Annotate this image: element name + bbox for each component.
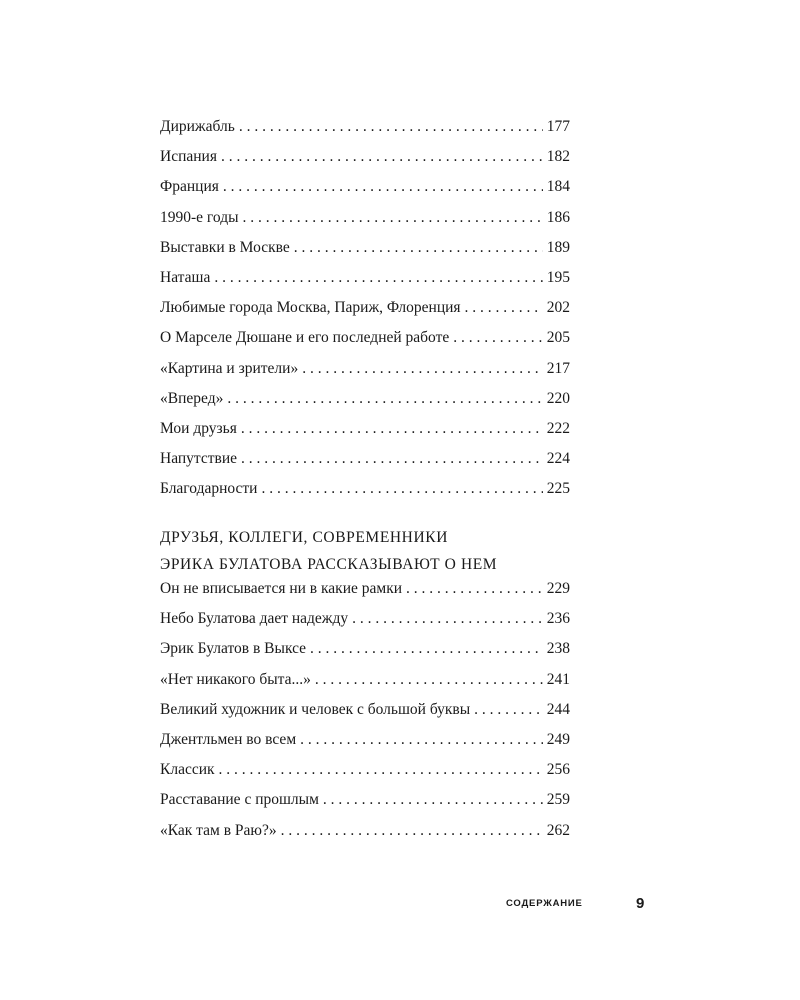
toc-entry[interactable] bbox=[160, 701, 570, 731]
toc-entry-title: 1990-е годы bbox=[160, 208, 239, 226]
toc-entry-page: 249 bbox=[546, 730, 570, 748]
toc-entry-title: «Нет никакого быта...» bbox=[160, 670, 311, 688]
toc-entry[interactable] bbox=[160, 209, 570, 239]
toc-entry-page: 241 bbox=[546, 670, 570, 688]
toc-entry-title: Расставание с прошлым bbox=[160, 791, 319, 809]
running-head: СОДЕРЖАНИЕ bbox=[506, 898, 583, 909]
toc-entry[interactable] bbox=[160, 148, 570, 178]
dot-leader bbox=[406, 580, 543, 598]
dot-leader bbox=[241, 450, 543, 468]
dot-leader bbox=[239, 118, 543, 136]
toc-entry[interactable] bbox=[160, 580, 570, 610]
toc-entry-title: Выставки в Москве bbox=[160, 238, 290, 256]
dot-leader bbox=[352, 610, 543, 628]
toc-entry[interactable] bbox=[160, 791, 570, 821]
section-heading-line2: ЭРИКА БУЛАТОВА РАССКАЗЫВАЮТ О НЕМ bbox=[160, 556, 498, 573]
toc-entry-title: Классик bbox=[160, 761, 215, 779]
toc-entry-page: 222 bbox=[546, 419, 570, 437]
dot-leader bbox=[221, 148, 543, 166]
toc-entry-title: Джентльмен во всем bbox=[160, 730, 297, 748]
dot-leader bbox=[281, 822, 543, 840]
toc-entry-page: 236 bbox=[546, 610, 570, 628]
toc-entry-page: 229 bbox=[546, 580, 570, 597]
toc-entry-title: Небо Булатова дает надежду bbox=[160, 610, 349, 628]
toc-entry-title: Благодарности bbox=[160, 480, 258, 498]
toc-entry-page: 224 bbox=[546, 450, 570, 468]
toc-entry[interactable] bbox=[160, 610, 570, 640]
dot-leader bbox=[241, 420, 543, 438]
toc-entry-title: Любимые города Москва, Париж, Флоренция bbox=[160, 299, 461, 317]
toc-entry-page: 220 bbox=[546, 389, 570, 407]
toc-entry[interactable] bbox=[160, 640, 570, 670]
toc-entry-page: 182 bbox=[546, 148, 570, 166]
toc-entry-page: 256 bbox=[546, 761, 570, 779]
dot-leader bbox=[302, 360, 543, 378]
toc-entry[interactable] bbox=[160, 329, 570, 359]
section-heading-line1: ДРУЗЬЯ, КОЛЛЕГИ, СОВРЕМЕННИКИ bbox=[160, 529, 448, 546]
dot-leader bbox=[227, 390, 542, 408]
toc-entry[interactable] bbox=[160, 360, 570, 390]
toc-entry-title: «Вперед» bbox=[160, 389, 224, 407]
toc-entry-page: 217 bbox=[546, 359, 570, 377]
dot-leader bbox=[323, 791, 543, 809]
toc-entry-page: 195 bbox=[546, 268, 570, 286]
toc-entry-page: 202 bbox=[546, 299, 570, 317]
toc-entry-page: 225 bbox=[546, 480, 570, 498]
toc-entry[interactable] bbox=[160, 239, 570, 269]
dot-leader bbox=[261, 480, 542, 498]
toc-entry-page: 238 bbox=[546, 640, 570, 658]
toc-entry-title: Он не вписывается ни в какие рамки bbox=[160, 580, 403, 597]
toc-list-part2 bbox=[160, 580, 570, 852]
dot-leader bbox=[214, 269, 542, 287]
toc-entry-title: Эрик Булатов в Выксе bbox=[160, 640, 307, 658]
dot-leader bbox=[474, 701, 543, 719]
toc-entry-title: Наташа bbox=[160, 268, 211, 286]
toc-entry[interactable] bbox=[160, 299, 570, 329]
dot-leader bbox=[310, 640, 543, 658]
page-number: 9 bbox=[636, 895, 645, 912]
toc-entry-title: «Как там в Раю?» bbox=[160, 821, 277, 839]
toc-entry[interactable] bbox=[160, 450, 570, 480]
dot-leader bbox=[315, 671, 543, 689]
dot-leader bbox=[223, 178, 543, 196]
toc-entry[interactable] bbox=[160, 671, 570, 701]
toc-entry[interactable] bbox=[160, 178, 570, 208]
toc-entry-title: Великий художник и человек с большой буквы bbox=[160, 700, 471, 718]
dot-leader bbox=[300, 731, 543, 749]
toc-entry[interactable] bbox=[160, 269, 570, 299]
section-heading bbox=[160, 524, 580, 578]
dot-leader bbox=[243, 209, 543, 227]
toc-entry[interactable] bbox=[160, 390, 570, 420]
toc-entry-page: 244 bbox=[546, 700, 570, 718]
toc-entry-page: 177 bbox=[546, 118, 570, 135]
toc-entry-title: О Марселе Дюшане и его последней работе bbox=[160, 329, 450, 347]
toc-entry-page: 205 bbox=[546, 329, 570, 347]
toc-entry[interactable] bbox=[160, 761, 570, 791]
toc-entry[interactable] bbox=[160, 822, 570, 852]
toc-entry-page: 259 bbox=[546, 791, 570, 809]
dot-leader bbox=[294, 239, 543, 257]
dot-leader bbox=[219, 761, 543, 779]
toc-list-part1 bbox=[160, 118, 570, 510]
toc-entry[interactable] bbox=[160, 731, 570, 761]
toc-entry[interactable] bbox=[160, 118, 570, 148]
toc-entry-page: 186 bbox=[546, 208, 570, 226]
toc-entry-title: Напутствие bbox=[160, 450, 238, 468]
toc-entry-page: 262 bbox=[546, 821, 570, 839]
toc-entry-title: «Картина и зрители» bbox=[160, 359, 299, 377]
toc-entry[interactable] bbox=[160, 480, 570, 510]
toc-entry[interactable] bbox=[160, 420, 570, 450]
toc-entry-page: 189 bbox=[546, 238, 570, 256]
toc-entry-title: Франция bbox=[160, 178, 219, 196]
dot-leader bbox=[465, 299, 543, 317]
toc-entry-title: Мои друзья bbox=[160, 419, 237, 437]
toc-entry-title: Испания bbox=[160, 148, 217, 166]
toc-entry-page: 184 bbox=[546, 178, 570, 196]
dot-leader bbox=[453, 329, 543, 347]
toc-entry-title: Дирижабль bbox=[160, 118, 235, 135]
